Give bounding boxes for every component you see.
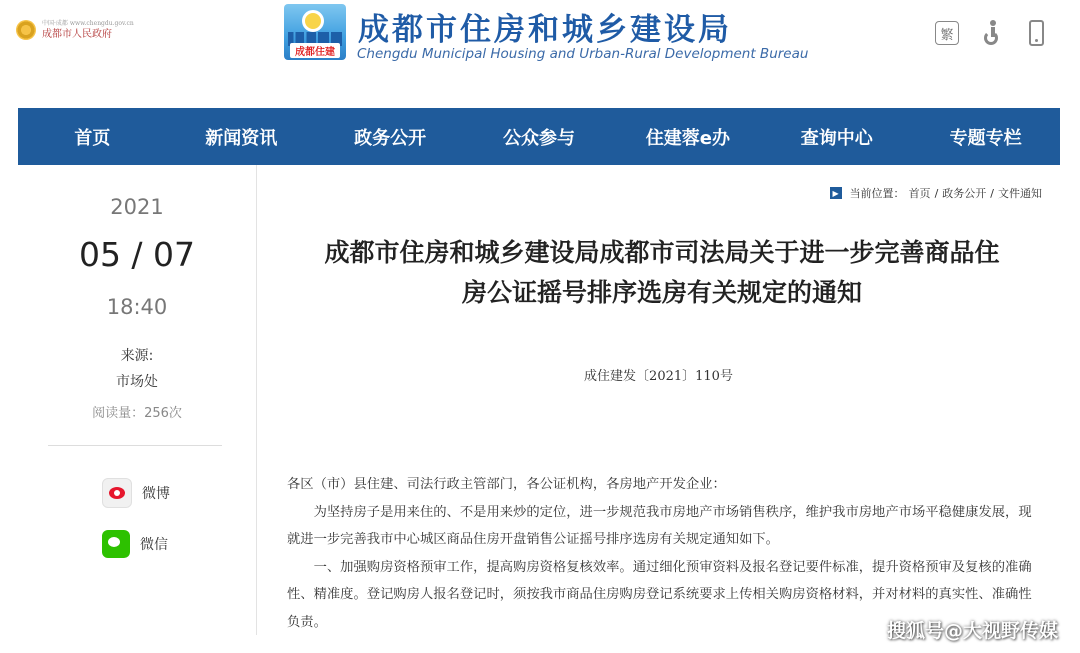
article-paragraph: 各区（市）县住建、司法行政主管部门，各公证机构，各房地产开发企业： bbox=[287, 477, 726, 492]
gov-emblem-icon bbox=[16, 20, 36, 40]
read-count-value: 256次 bbox=[144, 406, 182, 421]
publish-year: 2021 bbox=[110, 195, 164, 219]
article-title-line1: 成都市住房和城乡建设局成都市司法局关于进一步完善商品住 bbox=[324, 238, 1000, 267]
sun-icon bbox=[302, 10, 324, 32]
read-count-label: 阅读量： bbox=[92, 406, 145, 421]
breadcrumb-item-notices[interactable]: 文件通知 bbox=[998, 187, 1042, 200]
wechat-icon bbox=[102, 530, 130, 558]
publish-time: 18:40 bbox=[106, 295, 168, 319]
share-wechat-label: 微信 bbox=[140, 537, 168, 553]
gov-logo-main-text: 成都市人民政府 bbox=[42, 28, 112, 40]
publish-month-day: 05 / 07 bbox=[78, 235, 196, 274]
bureau-logo[interactable] bbox=[284, 4, 346, 60]
wheelchair-icon[interactable] bbox=[983, 20, 1005, 46]
gov-logo-small-text: 中国·成都 www.chengdu.gov.cn bbox=[42, 19, 134, 27]
share-weibo-label: 微博 bbox=[142, 486, 170, 502]
gov-logo[interactable] bbox=[16, 20, 134, 40]
breadcrumb-label: 当前位置： bbox=[849, 187, 905, 200]
nav-item-query-center[interactable]: 查询中心 bbox=[800, 127, 873, 149]
bureau-subtitle: Chengdu Municipal Housing and Urban-Rural Development Bureau bbox=[357, 46, 809, 62]
breadcrumb-separator: / bbox=[990, 186, 994, 200]
nav-item-e-service[interactable]: 住建蓉e办 bbox=[645, 127, 730, 149]
nav-item-home[interactable]: 首页 bbox=[74, 127, 111, 149]
breadcrumb-item-home[interactable]: 首页 bbox=[908, 187, 931, 200]
share-weibo-button[interactable] bbox=[102, 478, 170, 508]
watermark-text: 搜狐号@大视野传媒 bbox=[886, 620, 1058, 642]
read-count bbox=[18, 402, 256, 421]
source-value: 市场处 bbox=[116, 374, 158, 390]
nav-item-news[interactable]: 新闻资讯 bbox=[205, 127, 278, 149]
sidebar-divider bbox=[48, 445, 222, 446]
bureau-logo-text: 成都住建 bbox=[290, 43, 340, 58]
top-header bbox=[0, 0, 1080, 95]
traditional-chinese-toggle[interactable]: 繁 bbox=[935, 21, 959, 45]
location-icon: ▶ bbox=[830, 187, 842, 199]
main-nav bbox=[18, 108, 1060, 165]
article-meta-sidebar bbox=[18, 165, 257, 635]
article-paragraph: 一、加强购房资格预审工作，提高购房资格复核效率。通过细化预审资料及报名登记要件标准，提升资格预审及复核的准确性、精准度。登记购房人报名登记时，须按我市商品住房购房登记系统要求上传相关购房资格材料，并对材料的真实性、准确性负责。 bbox=[287, 559, 1032, 630]
nav-item-gov-affairs[interactable]: 政务公开 bbox=[354, 127, 427, 149]
weibo-icon bbox=[102, 478, 132, 508]
article-body bbox=[287, 471, 1037, 636]
share-wechat-button[interactable] bbox=[102, 530, 168, 558]
top-utility-icons bbox=[935, 20, 1044, 46]
bureau-title: 成都市住房和城乡建设局 bbox=[358, 12, 732, 48]
article-paragraph: 为坚持房子是用来住的、不是用来炒的定位，进一步规范我市房地产市场销售秩序，维护我市房地产市场平稳健康发展，现就进一步完善我市中心城区商品住房开盘销售公证摇号排序选房有关规定通知如下。 bbox=[287, 504, 1032, 547]
breadcrumb-separator: / bbox=[934, 186, 939, 200]
article-title bbox=[277, 233, 1047, 313]
breadcrumb-item-gov-affairs[interactable]: 政务公开 bbox=[942, 187, 987, 200]
source-label: 来源: bbox=[120, 348, 154, 364]
mobile-phone-icon[interactable] bbox=[1029, 20, 1044, 46]
article-main bbox=[257, 165, 1060, 653]
nav-item-special-topics[interactable]: 专题专栏 bbox=[949, 127, 1022, 149]
breadcrumb bbox=[830, 185, 1042, 201]
document-number: 成住建发〔2021〕110号 bbox=[584, 369, 733, 384]
article-title-line2: 房公证摇号排序选房有关规定的通知 bbox=[461, 278, 862, 307]
nav-item-public-participation[interactable]: 公众参与 bbox=[503, 127, 575, 149]
